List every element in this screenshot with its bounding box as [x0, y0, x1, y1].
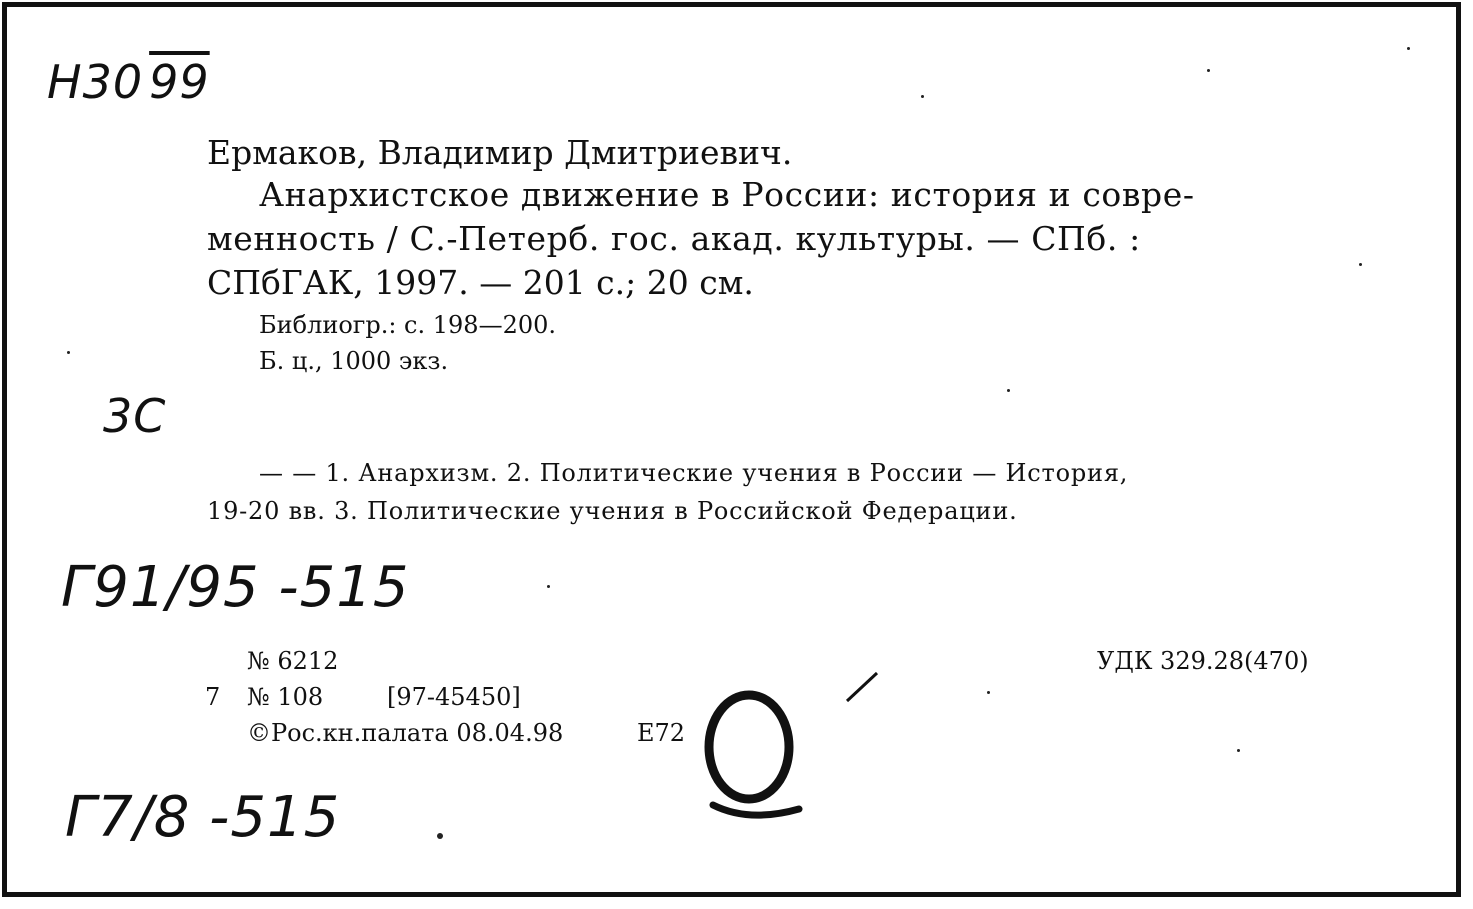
shelf-mark-2: Г7/8 -515 [65, 785, 341, 850]
number-6212: № 6212 [247, 647, 339, 675]
speck [1207, 69, 1210, 72]
catalog-card [2, 2, 1461, 897]
code-e72: Е72 [637, 719, 686, 747]
bibliography-note: Библиогр.: с. 198—200. [259, 311, 556, 339]
speck [67, 351, 70, 354]
speck [1237, 749, 1240, 752]
subjects-line-2: 19-20 вв. 3. Политические учения в Российской Федерации. [207, 497, 1018, 525]
call-number-top [47, 55, 210, 109]
speck [1359, 263, 1362, 266]
speck [1407, 47, 1410, 50]
speck [437, 833, 443, 839]
price-note: Б. ц., 1000 экз. [259, 347, 449, 375]
stray-stroke [843, 667, 883, 707]
author-heading: Ермаков, Владимир Дмитриевич. [207, 133, 793, 172]
title-line-1: Анархистское движение в России: история и совре- [259, 175, 1195, 214]
prefix-7: 7 [205, 683, 221, 711]
id-bracket: [97-45450] [387, 683, 521, 711]
call-number-suffix: 99 [149, 55, 210, 109]
number-108: № 108 [247, 683, 324, 711]
punch-hole-icon [699, 687, 809, 827]
title-line-3: СПбГАК, 1997. — 201 с.; 20 см. [207, 263, 754, 302]
speck [987, 691, 990, 694]
copyright-line: ©Рос.кн.палата 08.04.98 [247, 719, 564, 747]
speck [1007, 389, 1010, 392]
shelf-mark-1: Г91/95 -515 [61, 555, 410, 620]
title-line-2: менность / С.-Петерб. гос. акад. культуры. — СПб. : [207, 219, 1141, 258]
udc-code: УДК 329.28(470) [1097, 647, 1309, 675]
classification-mark: 3С [103, 389, 167, 443]
speck [921, 95, 924, 98]
subjects-line-1: — — 1. Анархизм. 2. Политические учения в России — История, [259, 459, 1129, 487]
speck [547, 585, 550, 588]
call-number-prefix: Н30 [47, 55, 144, 109]
